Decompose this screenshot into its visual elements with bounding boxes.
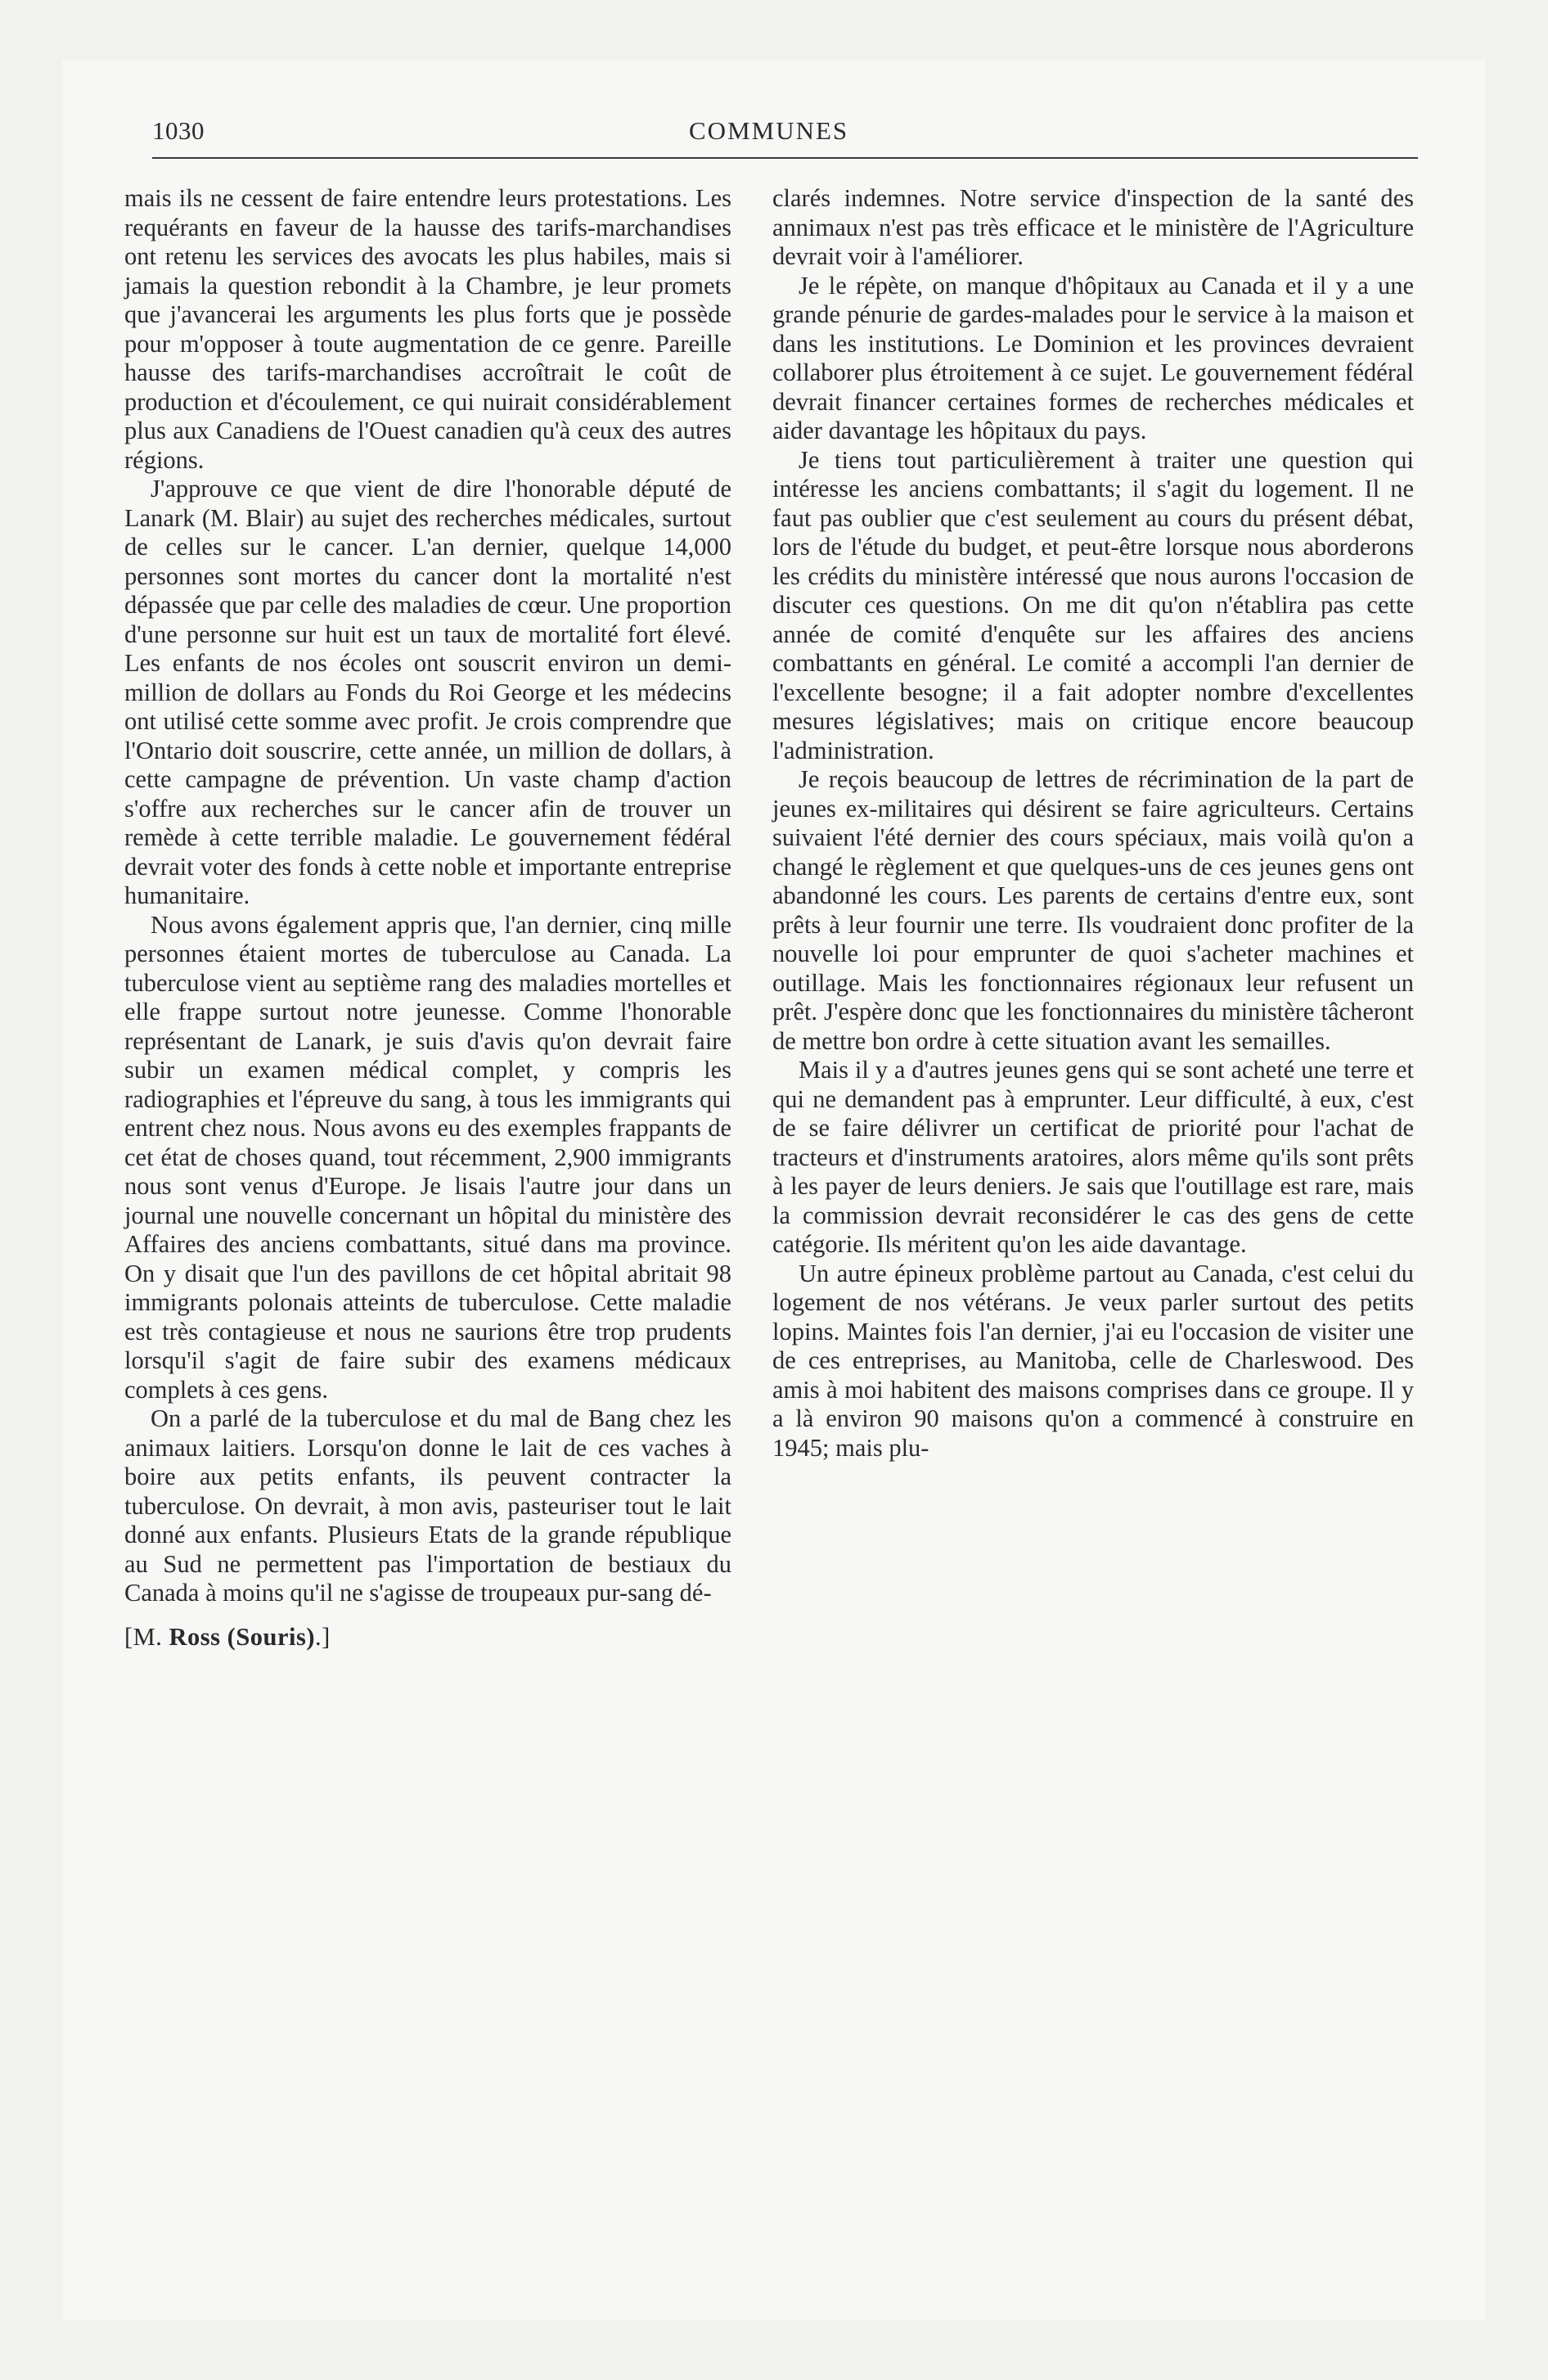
left-column — [124, 184, 731, 1652]
speaker-note — [124, 1623, 731, 1652]
speaker-note-name: Ross (Souris) — [169, 1622, 316, 1651]
paragraph: Je reçois beaucoup de lettres de récrimination de la part de jeunes ex-militaires qui désirent se faire agriculteurs. Certains suivaient l'été dernier des cours spéciaux, mais voilà qu'on a changé le règlement et que quelques-uns de ces jeunes gens ont abandonné les cours. Les parents de certains d'entre eux, sont prêts à leur fournir une terre. Ils voudraient donc profiter de la nouvelle loi pour emprunter de quoi s'acheter machines et outillage. Mais les fonctionnaires régionaux leur refusent un prêt. J'espère donc que les fonctionnaires du ministère tâcheront de mettre bon ordre à cette situation avant les semailles. — [772, 765, 1414, 1055]
paragraph: Un autre épineux problème partout au Canada, c'est celui du logement de nos vétérans. Je veux parler surtout des petits lopins. Maintes fois l'an dernier, j'ai eu l'occasion de visiter une de ces entreprises, au Manitoba, celle de Charleswood. Des amis à moi habitent des maisons comprises dans ce groupe. Il y a là environ 90 maisons qu'on a commencé à construire en 1945; mais plu- — [772, 1259, 1414, 1462]
speaker-note-prefix: [M. — [124, 1622, 169, 1651]
paragraph: J'approuve ce que vient de dire l'honorable député de Lanark (M. Blair) au sujet des recherches médicales, surtout de celles sur le cancer. L'an dernier, quelque 14,000 personnes sont mortes du cancer dont la mortalité n'est dépassée que par celle des maladies de cœur. Une proportion d'une personne sur huit est un taux de mortalité fort élevé. Les enfants de nos écoles ont souscrit environ un demi-million de dollars au Fonds du Roi George et les médecins ont utilisé cette somme avec profit. Je crois comprendre que l'Ontario doit souscrire, cette année, un million de dollars, à cette campagne de prévention. Un vaste champ d'action s'offre aux recherches sur le cancer afin de trouver un remède à cette terrible maladie. Le gouvernement fédéral devrait voter des fonds à cette noble et importante entreprise humanitaire. — [124, 475, 731, 909]
page-header — [152, 116, 1418, 162]
paragraph: Nous avons également appris que, l'an dernier, cinq mille personnes étaient mortes de tuberculose au Canada. La tuberculose vient au septième rang des maladies mortelles et elle frappe surtout notre jeunesse. Comme l'honorable représentant de Lanark, je suis d'avis qu'on devrait faire subir un examen médical complet, y compris les radiographies et l'épreuve du sang, à tous les immigrants qui entrent chez nous. Nous avons eu des exemples frappants de cet état de choses quand, tout récemment, 2,900 immigrants nous sont venus d'Europe. Je lisais l'autre jour dans un journal une nouvelle concernant un hôpital du ministère des Affaires des anciens combattants, situé dans ma province. On y disait que l'un des pavillons de cet hôpital abritait 98 immigrants polonais atteints de tuberculose. Cette maladie est très contagieuse et nous ne saurions être trop prudents lorsqu'il s'agit de faire subir des examens médicaux complets à ces gens. — [124, 910, 731, 1404]
right-column — [772, 184, 1414, 1463]
page-number: 1030 — [152, 116, 205, 145]
speaker-note-suffix: .] — [315, 1622, 331, 1651]
paragraph: On a parlé de la tuberculose et du mal de Bang chez les animaux laitiers. Lorsqu'on donne le lait de ces vaches à boire aux petits enfants, ils peuvent contracter la tuberculose. On devrait, à mon avis, pasteuriser tout le lait donné aux enfants. Plusieurs Etats de la grande république au Sud ne permettent pas l'importation de bestiaux du Canada à moins qu'il ne s'agisse de troupeaux pur-sang dé- — [124, 1404, 731, 1607]
paragraph: clarés indemnes. Notre service d'inspection de la santé des annimaux n'est pas très efficace et le ministère de l'Agriculture devrait voir à l'améliorer. — [772, 184, 1414, 270]
paragraph: mais ils ne cessent de faire entendre leurs protestations. Les requérants en faveur de la hausse des tarifs-marchandises ont retenu les services des avocats les plus habiles, mais si jamais la question rebondit à la Chambre, je leur promets que j'avancerai les arguments les plus forts que je possède pour m'opposer à toute augmentation de ce genre. Pareille hausse des tarifs-marchandises accroîtrait le coût de production et d'écoulement, ce qui nuirait considérablement plus aux Canadiens de l'Ouest canadien qu'à ceux des autres régions. — [124, 184, 731, 474]
header-rule — [152, 157, 1418, 159]
paragraph: Je le répète, on manque d'hôpitaux au Canada et il y a une grande pénurie de gardes-malades pour le service à la maison et dans les institutions. Le Dominion et les provinces devraient collaborer plus étroitement à ce sujet. Le gouvernement fédéral devrait financer certaines formes de recherches médicales et aider davantage les hôpitaux du pays. — [772, 271, 1414, 444]
paragraph: Je tiens tout particulièrement à traiter une question qui intéresse les anciens combattants; il s'agit du logement. Il ne faut pas oublier que c'est seulement au cours du présent débat, lors de l'étude du budget, et peut-être lorsque nous aborderons les crédits du ministère intéressé que nous aurons l'occasion de discuter ces questions. On me dit qu'on n'établira pas cette année de comité d'enquête sur les affaires des anciens combattants en général. Le comité a accompli l'an dernier de l'excellente besogne; il a fait adopter nombre d'excellentes mesures législatives; mais on critique encore beaucoup l'administration. — [772, 445, 1414, 764]
paragraph: Mais il y a d'autres jeunes gens qui se sont acheté une terre et qui ne demandent pas à emprunter. Leur difficulté, à eux, c'est de se faire délivrer un certificat de priorité pour l'achat de tracteurs et d'instruments aratoires, alors même qu'ils sont prêts à les payer de leurs deniers. Je sais que l'outillage est rare, mais la commission devrait reconsidérer le cas des gens de cette catégorie. Ils méritent qu'on les aide davantage. — [772, 1056, 1414, 1258]
running-title: COMMUNES — [689, 116, 849, 145]
